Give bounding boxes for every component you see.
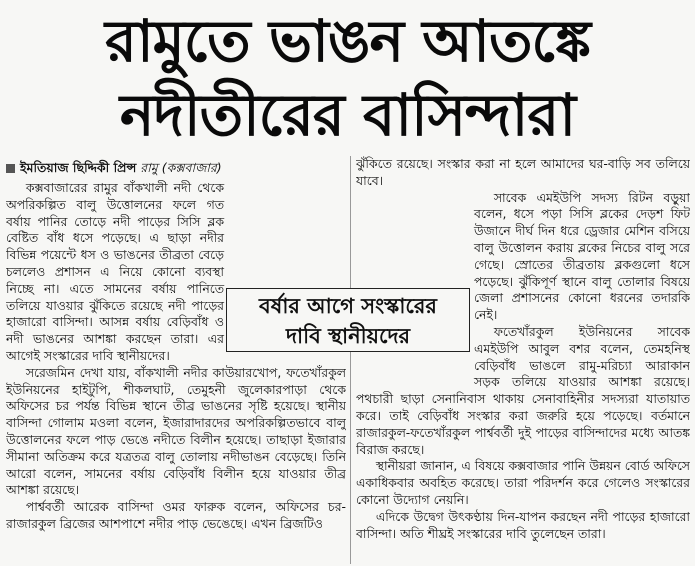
right-paragraph-2: সাবেক এমইউপি সদস্য রিটন বড়ুয়া বলেন, ধসে পড়া সিসি ব্লকের দেড়শ ফিট উজানে দীর্ঘ দিন ধরে ড্রেজার মেশিন বসিয়ে বালু উত্তোলন করায় ব্লকের নিচের বালু সরে গেছে। স্রোতের তীব্রতায় ব্লকগুলো ধসে পড়েছে। ঝুঁকিপূর্ণ স্থানে বালু তোলার বিষয়ে জেলা প্রশাসনের কোনো ধরনের তদারকি নেই। — [474, 189, 690, 323]
byline — [6, 160, 351, 176]
article-column-left — [6, 180, 346, 566]
right-paragraph-1: ঝুঁকিতে রয়েছে। সংস্কার করা না হলে আমাদের ঘর-বাড়ি সব তলিয়ে যাবে। — [356, 156, 690, 188]
headline-line-1: রামুতে ভাঙন আতঙ্কে — [104, 7, 591, 75]
article-column-right — [356, 156, 690, 566]
right-paragraph-4: স্থানীয়রা জানান, এ বিষয়ে কক্সবাজার পানি উন্নয়ন বোর্ড অফিসে একাধিকবার অবহিত করেছে। তারা পরিদর্শন করে গেলেও সংস্কারের কোনো উদ্যোগ নেয়নি। — [356, 458, 690, 507]
headline-line-2: নদীতীরের বাসিন্দারা — [119, 81, 576, 149]
dateline-place: রামু (কক্সবাজার) — [140, 160, 222, 175]
right-paragraph-3: ফতেখাঁরকুল ইউনিয়নের সাবেক এমইউপি আবুল বশর বলেন, তেমহনিস্থ বেড়িবাঁধ ভাঙলে রামু-মরিচ্যা আরাকান সড়ক তলিয়ে যাওয়ার আশঙ্কা রয়েছে। পথচারী ছাড়া সেনানিবাস থাকায় সেনাবাহিনীর সদস্যরা যাতায়াত করে। তাই বেড়িবাঁধ সংস্কার করা জরুরি হয়ে পড়েছে। বর্তমানে রাজারকুল-ফতেখাঁরকুল পার্শ্ববর্তী দুই পাড়ের বাসিন্দাদের মধ্যে আতঙ্ক বিরাজ করছে। — [356, 323, 690, 457]
byline-square-icon — [6, 164, 15, 173]
left-paragraph-2: সরেজমিন দেখা যায়, বাঁকখালী নদীর কাউয়ারখোপ, ফতেখাঁরকুল ইউনিয়নের হাইটুপি, শীকলঘাট, তেমুহনী জুলেকারপাড়া থেকে অফিসের চর পর্যন্ত বিভিন্ন স্থানে তীব্র ভাঙনের সৃষ্টি হয়েছে। স্থানীয় বাসিন্দা গোলাম মওলা বলেন, ইজারাদারদের অপরিকল্পিতভাবে বালু উত্তোলনের ফলে পাড় ভেঙে নদীতে বিলীন হয়েছে। তাছাড়া ইজারার সীমানা অতিক্রম করে যত্রতত্র বালু তোলায় নদীভাঙন বেড়েছে। তিনি আরো বলেন, সামনের বর্ষায় বেড়িবাঁধ বিলীন হয়ে যাওয়ার তীব্র আশঙ্কা রয়েছে। — [6, 364, 346, 498]
pull-quote-line-2: দাবি স্থানীয়দের — [285, 324, 411, 348]
right-paragraph-5: এদিকে উদ্বেগ উৎকণ্ঠায় দিন-যাপন করছেন নদী পাড়ের হাজারো বাসিন্দা। অতি শীঘ্রই সংস্কারের দাবি তুলেছেন তারা। — [356, 508, 690, 541]
column-divider — [350, 156, 351, 564]
pull-quote-line-1: বর্ষার আগে সংস্কারের — [259, 294, 437, 318]
pull-quote-box — [226, 288, 470, 352]
left-paragraph-3: পার্শ্ববর্তী আরেক বাসিন্দা ওমর ফারুক বলেন, অফিসের চর-রাজারকুল ব্রিজের আশপাশে নদীর পাড় ভেঙেছে। এখন ব্রিজটিও — [6, 499, 346, 531]
left-paragraph-1: কক্সবাজারের রামুর বাঁকখালী নদী থেকে অপরিকল্পিত বালু উত্তোলনের ফলে গত বর্ষায় পানির তোড়ে নদী পাড়ের সিসি ব্লক বেষ্টিত বাঁধ ধসে পড়েছে। এ ছাড়া নদীর বিভিন্ন পয়েন্টে ধস ও ভাঙনের তীব্রতা বেড়ে চললেও প্রশাসন এ নিয়ে কোনো ব্যবস্থা নিচ্ছে না। এতে সামনের বর্ষায় পানিতে তলিয়ে যাওয়ার ঝুঁকিতে রয়েছে নদী পাড়ের হাজারো বাসিন্দা। আসন্ন বর্ষায় বেড়িবাঁধ ও নদী ভাঙনের আশঙ্কা করছেন তারা। এর আগেই সংস্কারের দাবি স্থানীয়দের। — [6, 180, 224, 363]
reporter-name: ইমতিয়াজ ছিদ্দিকী প্রিন্স — [20, 160, 137, 175]
